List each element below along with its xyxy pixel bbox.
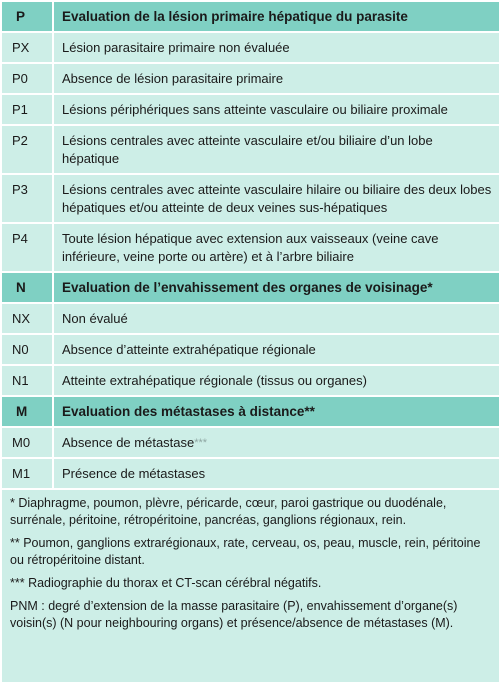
row-text: Absence de lésion parasitaire primaire [53, 63, 499, 94]
table-row [2, 174, 499, 223]
footnote: ** Poumon, ganglions extrarégionaux, rate, cerveau, os, peau, muscle, rein, péritoine ou rétropéritoine distant. [10, 536, 481, 567]
table-row [2, 427, 499, 458]
row-text: Atteinte extrahépatique régionale (tissus ou organes) [53, 365, 499, 396]
row-code: PX [2, 32, 53, 63]
row-text: Lésions périphériques sans atteinte vasculaire ou biliaire proximale [53, 94, 499, 125]
pnm-classification-table [2, 2, 499, 682]
section-header-n [2, 272, 499, 303]
row-code: P1 [2, 94, 53, 125]
table-row [2, 334, 499, 365]
row-code: M1 [2, 458, 53, 489]
row-text: Lésions centrales avec atteinte vasculaire et/ou biliaire d’un lobe hépatique [53, 125, 499, 174]
section-title: Evaluation de la lésion primaire hépatique du parasite [53, 2, 499, 32]
table-row [2, 125, 499, 174]
staging-table [2, 2, 499, 490]
footnote: *** Radiographie du thorax et CT-scan cérébral négatifs. [10, 576, 322, 590]
table-row [2, 32, 499, 63]
row-text: Absence d’atteinte extrahépatique régionale [53, 334, 499, 365]
row-code: N0 [2, 334, 53, 365]
row-code: P2 [2, 125, 53, 174]
table-row [2, 365, 499, 396]
section-title: Evaluation des métastases à distance** [53, 396, 499, 427]
table-row [2, 458, 499, 489]
row-text: Toute lésion hépatique avec extension aux vaisseaux (veine cave inférieure, veine porte ou artère) et à l’arbre biliaire [53, 223, 499, 272]
table-row [2, 63, 499, 94]
row-code: P0 [2, 63, 53, 94]
row-code: M0 [2, 427, 53, 458]
section-code: P [2, 2, 53, 32]
section-header-p [2, 2, 499, 32]
row-text: Non évalué [53, 303, 499, 334]
row-text: Lésions centrales avec atteinte vasculaire hilaire ou biliaire des deux lobes hépatiques et/ou atteinte de deux veines sus-hépatiques [53, 174, 499, 223]
section-header-m [2, 396, 499, 427]
section-code: M [2, 396, 53, 427]
row-code: N1 [2, 365, 53, 396]
row-code: P3 [2, 174, 53, 223]
row-text: Lésion parasitaire primaire non évaluée [53, 32, 499, 63]
table-row [2, 94, 499, 125]
row-code: NX [2, 303, 53, 334]
row-code: P4 [2, 223, 53, 272]
section-title: Evaluation de l’envahissement des organes de voisinage* [53, 272, 499, 303]
table-row [2, 303, 499, 334]
footnote: * Diaphragme, poumon, plèvre, péricarde, cœur, paroi gastrique ou duodénale, surrénale, péritoine, rétropéritoine, pancréas, ganglions régionaux, rein. [10, 496, 447, 527]
footnote: PNM : degré d’extension de la masse parasitaire (P), envahissement d’organe(s) voisin(s) (N pour neighbouring organs) et présence/absence de métastases (M). [10, 599, 458, 630]
row-text: Présence de métastases [53, 458, 499, 489]
footnotes [2, 490, 499, 644]
footnote-marker: *** [194, 437, 208, 449]
table-row [2, 223, 499, 272]
row-text: Absence de métastase [62, 435, 195, 450]
row-text-cell [53, 427, 499, 458]
section-code: N [2, 272, 53, 303]
